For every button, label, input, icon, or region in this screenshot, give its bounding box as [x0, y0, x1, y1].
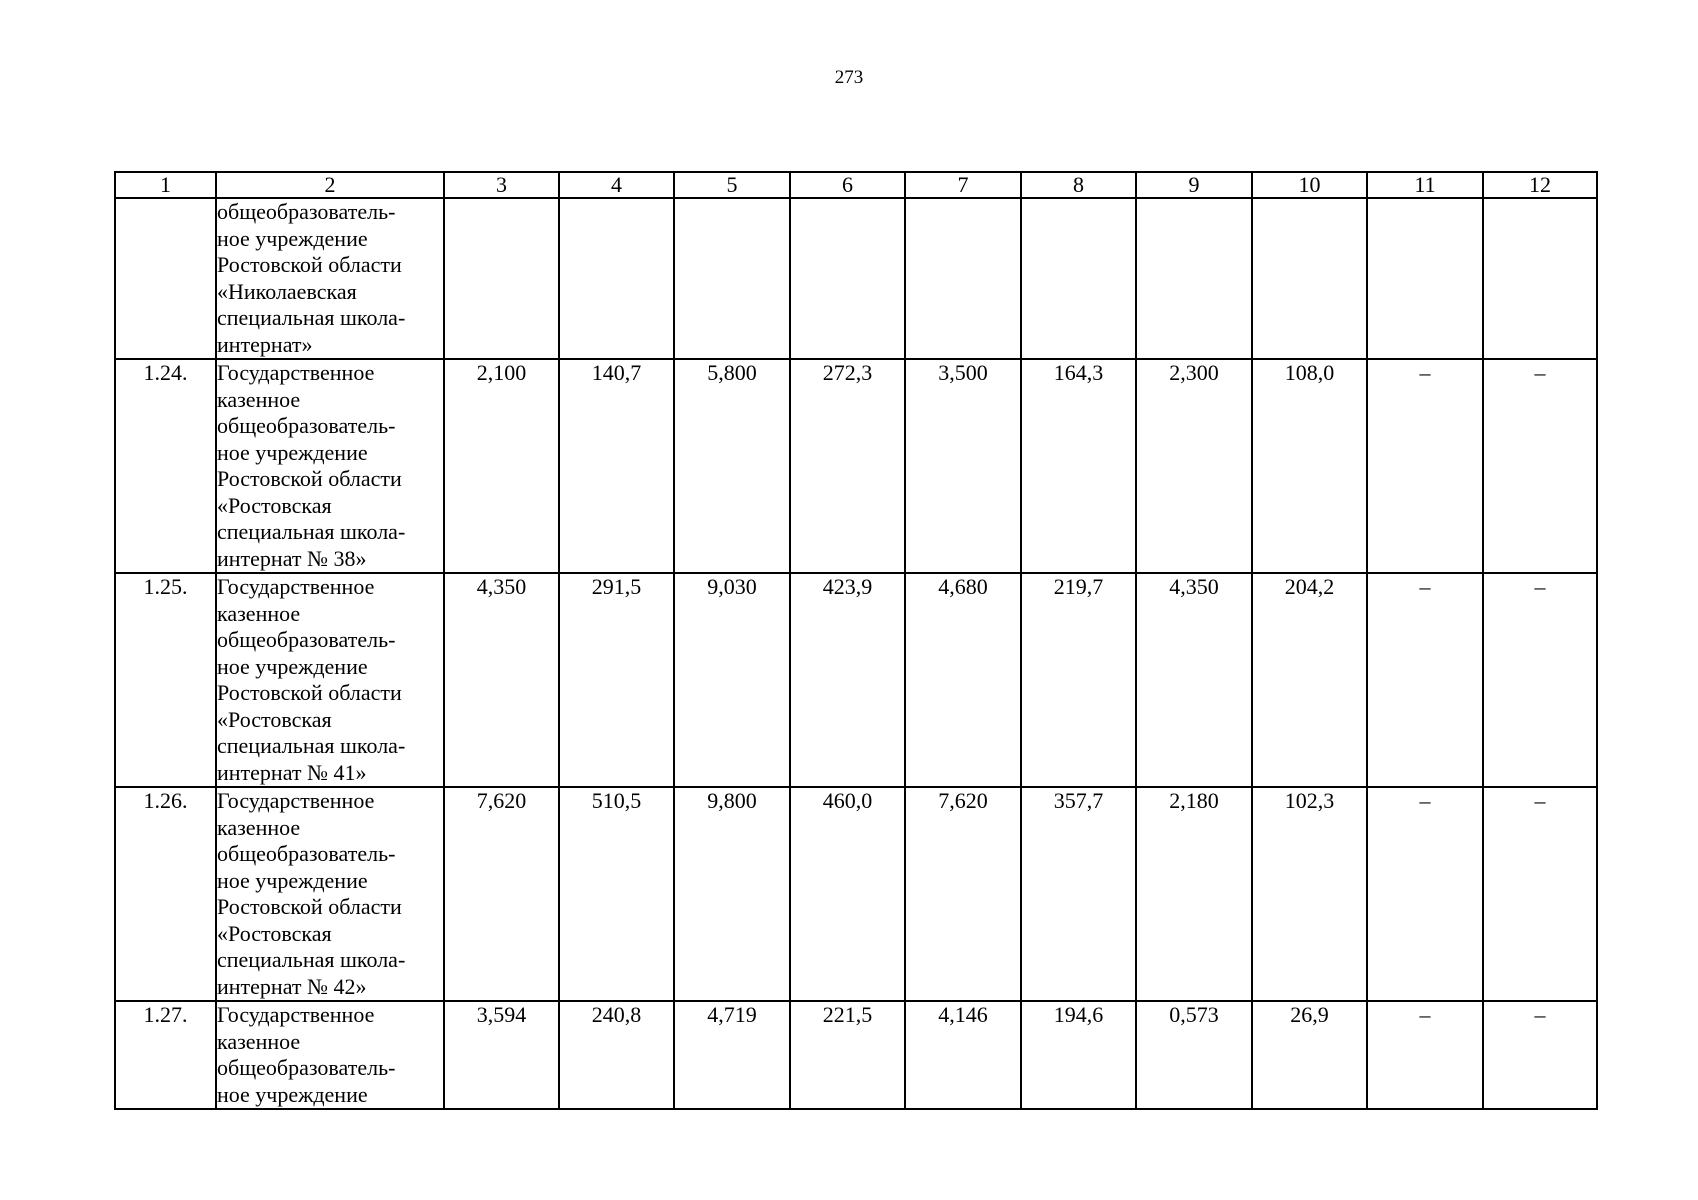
name-line: ное учреждение: [217, 439, 368, 465]
name-line: специальная школа-: [217, 947, 406, 972]
value-cell: 5,800: [674, 359, 790, 573]
name-line: интернат № 41»: [217, 759, 367, 785]
value-cell: [1136, 198, 1252, 359]
row-number: 1.24.: [115, 359, 216, 573]
name-line: интернат № 42»: [217, 973, 367, 999]
name-line: казенное: [217, 814, 301, 840]
value-cell: 240,8: [559, 1001, 674, 1109]
name-line: специальная школа-: [217, 519, 406, 544]
value-cell: –: [1367, 573, 1483, 787]
value-cell: 221,5: [790, 1001, 905, 1109]
name-line: ное учреждение: [217, 1081, 368, 1107]
column-header: 8: [1021, 172, 1136, 198]
value-cell: 7,620: [444, 787, 559, 1001]
institution-name: [216, 1001, 444, 1109]
value-cell: 2,100: [444, 359, 559, 573]
value-cell: 291,5: [559, 573, 674, 787]
value-cell: 164,3: [1021, 359, 1136, 573]
name-line: Государственное: [217, 788, 375, 813]
column-header: 6: [790, 172, 905, 198]
name-line: Ростовской области: [217, 466, 402, 491]
name-line: «Ростовская: [217, 492, 332, 518]
value-cell: 4,350: [444, 573, 559, 787]
column-header: 1: [115, 172, 216, 198]
name-line: Ростовской области: [217, 252, 402, 277]
name-line: Государственное: [217, 1002, 375, 1027]
table-row: [115, 573, 1597, 787]
name-line: казенное: [217, 1028, 301, 1054]
value-cell: 3,594: [444, 1001, 559, 1109]
row-number: 1.27.: [115, 1001, 216, 1109]
value-cell: 4,719: [674, 1001, 790, 1109]
value-cell: –: [1367, 359, 1483, 573]
institution-name: [216, 198, 444, 359]
column-header: 7: [905, 172, 1021, 198]
name-line: казенное: [217, 600, 301, 626]
value-cell: [905, 198, 1021, 359]
value-cell: 140,7: [559, 359, 674, 573]
value-cell: 510,5: [559, 787, 674, 1001]
value-cell: 4,350: [1136, 573, 1252, 787]
name-line: общеобразователь-: [217, 841, 396, 866]
page-number: 273: [834, 67, 864, 88]
column-header: 5: [674, 172, 790, 198]
name-line: общеобразователь-: [217, 413, 396, 438]
table-row: [115, 198, 1597, 359]
name-line: «Ростовская: [217, 706, 332, 732]
value-cell: –: [1483, 787, 1597, 1001]
column-header: 4: [559, 172, 674, 198]
value-cell: –: [1483, 1001, 1597, 1109]
value-cell: 194,6: [1021, 1001, 1136, 1109]
column-header: 2: [216, 172, 444, 198]
table-row: [115, 787, 1597, 1001]
value-cell: 219,7: [1021, 573, 1136, 787]
name-line: казенное: [217, 386, 301, 412]
value-cell: [674, 198, 790, 359]
name-line: интернат»: [217, 331, 313, 357]
value-cell: 460,0: [790, 787, 905, 1001]
column-header: 9: [1136, 172, 1252, 198]
value-cell: 108,0: [1252, 359, 1367, 573]
institution-name: [216, 787, 444, 1001]
column-header: 10: [1252, 172, 1367, 198]
name-line: ное учреждение: [217, 225, 368, 251]
value-cell: [790, 198, 905, 359]
column-header: 3: [444, 172, 559, 198]
value-cell: [1367, 198, 1483, 359]
name-line: «Ростовская: [217, 920, 332, 946]
value-cell: 204,2: [1252, 573, 1367, 787]
value-cell: 9,030: [674, 573, 790, 787]
value-cell: [559, 198, 674, 359]
row-number: 1.26.: [115, 787, 216, 1001]
value-cell: 272,3: [790, 359, 905, 573]
header-row: [115, 172, 1597, 198]
name-line: специальная школа-: [217, 305, 406, 330]
name-line: Государственное: [217, 360, 375, 385]
value-cell: –: [1367, 787, 1483, 1001]
name-line: специальная школа-: [217, 733, 406, 758]
name-line: ное учреждение: [217, 653, 368, 679]
name-line: «Николаевская: [217, 278, 357, 304]
value-cell: 423,9: [790, 573, 905, 787]
value-cell: 102,3: [1252, 787, 1367, 1001]
value-cell: 4,146: [905, 1001, 1021, 1109]
column-header: 11: [1367, 172, 1483, 198]
value-cell: –: [1367, 1001, 1483, 1109]
institution-name: [216, 359, 444, 573]
value-cell: 2,180: [1136, 787, 1252, 1001]
name-line: Ростовской области: [217, 680, 402, 705]
column-header: 12: [1483, 172, 1597, 198]
name-line: общеобразователь-: [217, 627, 396, 652]
table-row: [115, 359, 1597, 573]
value-cell: [1483, 198, 1597, 359]
value-cell: 2,300: [1136, 359, 1252, 573]
value-cell: [1021, 198, 1136, 359]
row-number: [115, 198, 216, 359]
institution-name: [216, 573, 444, 787]
name-line: общеобразователь-: [217, 199, 396, 224]
name-line: интернат № 38»: [217, 545, 367, 571]
value-cell: [1252, 198, 1367, 359]
value-cell: –: [1483, 573, 1597, 787]
data-table: [114, 171, 1598, 1110]
value-cell: 9,800: [674, 787, 790, 1001]
name-line: Ростовской области: [217, 894, 402, 919]
value-cell: 0,573: [1136, 1001, 1252, 1109]
value-cell: 26,9: [1252, 1001, 1367, 1109]
table-row: [115, 1001, 1597, 1109]
value-cell: [444, 198, 559, 359]
name-line: ное учреждение: [217, 867, 368, 893]
row-number: 1.25.: [115, 573, 216, 787]
name-line: Государственное: [217, 574, 375, 599]
name-line: общеобразователь-: [217, 1055, 396, 1080]
value-cell: 357,7: [1021, 787, 1136, 1001]
value-cell: 7,620: [905, 787, 1021, 1001]
value-cell: 4,680: [905, 573, 1021, 787]
value-cell: 3,500: [905, 359, 1021, 573]
value-cell: –: [1483, 359, 1597, 573]
